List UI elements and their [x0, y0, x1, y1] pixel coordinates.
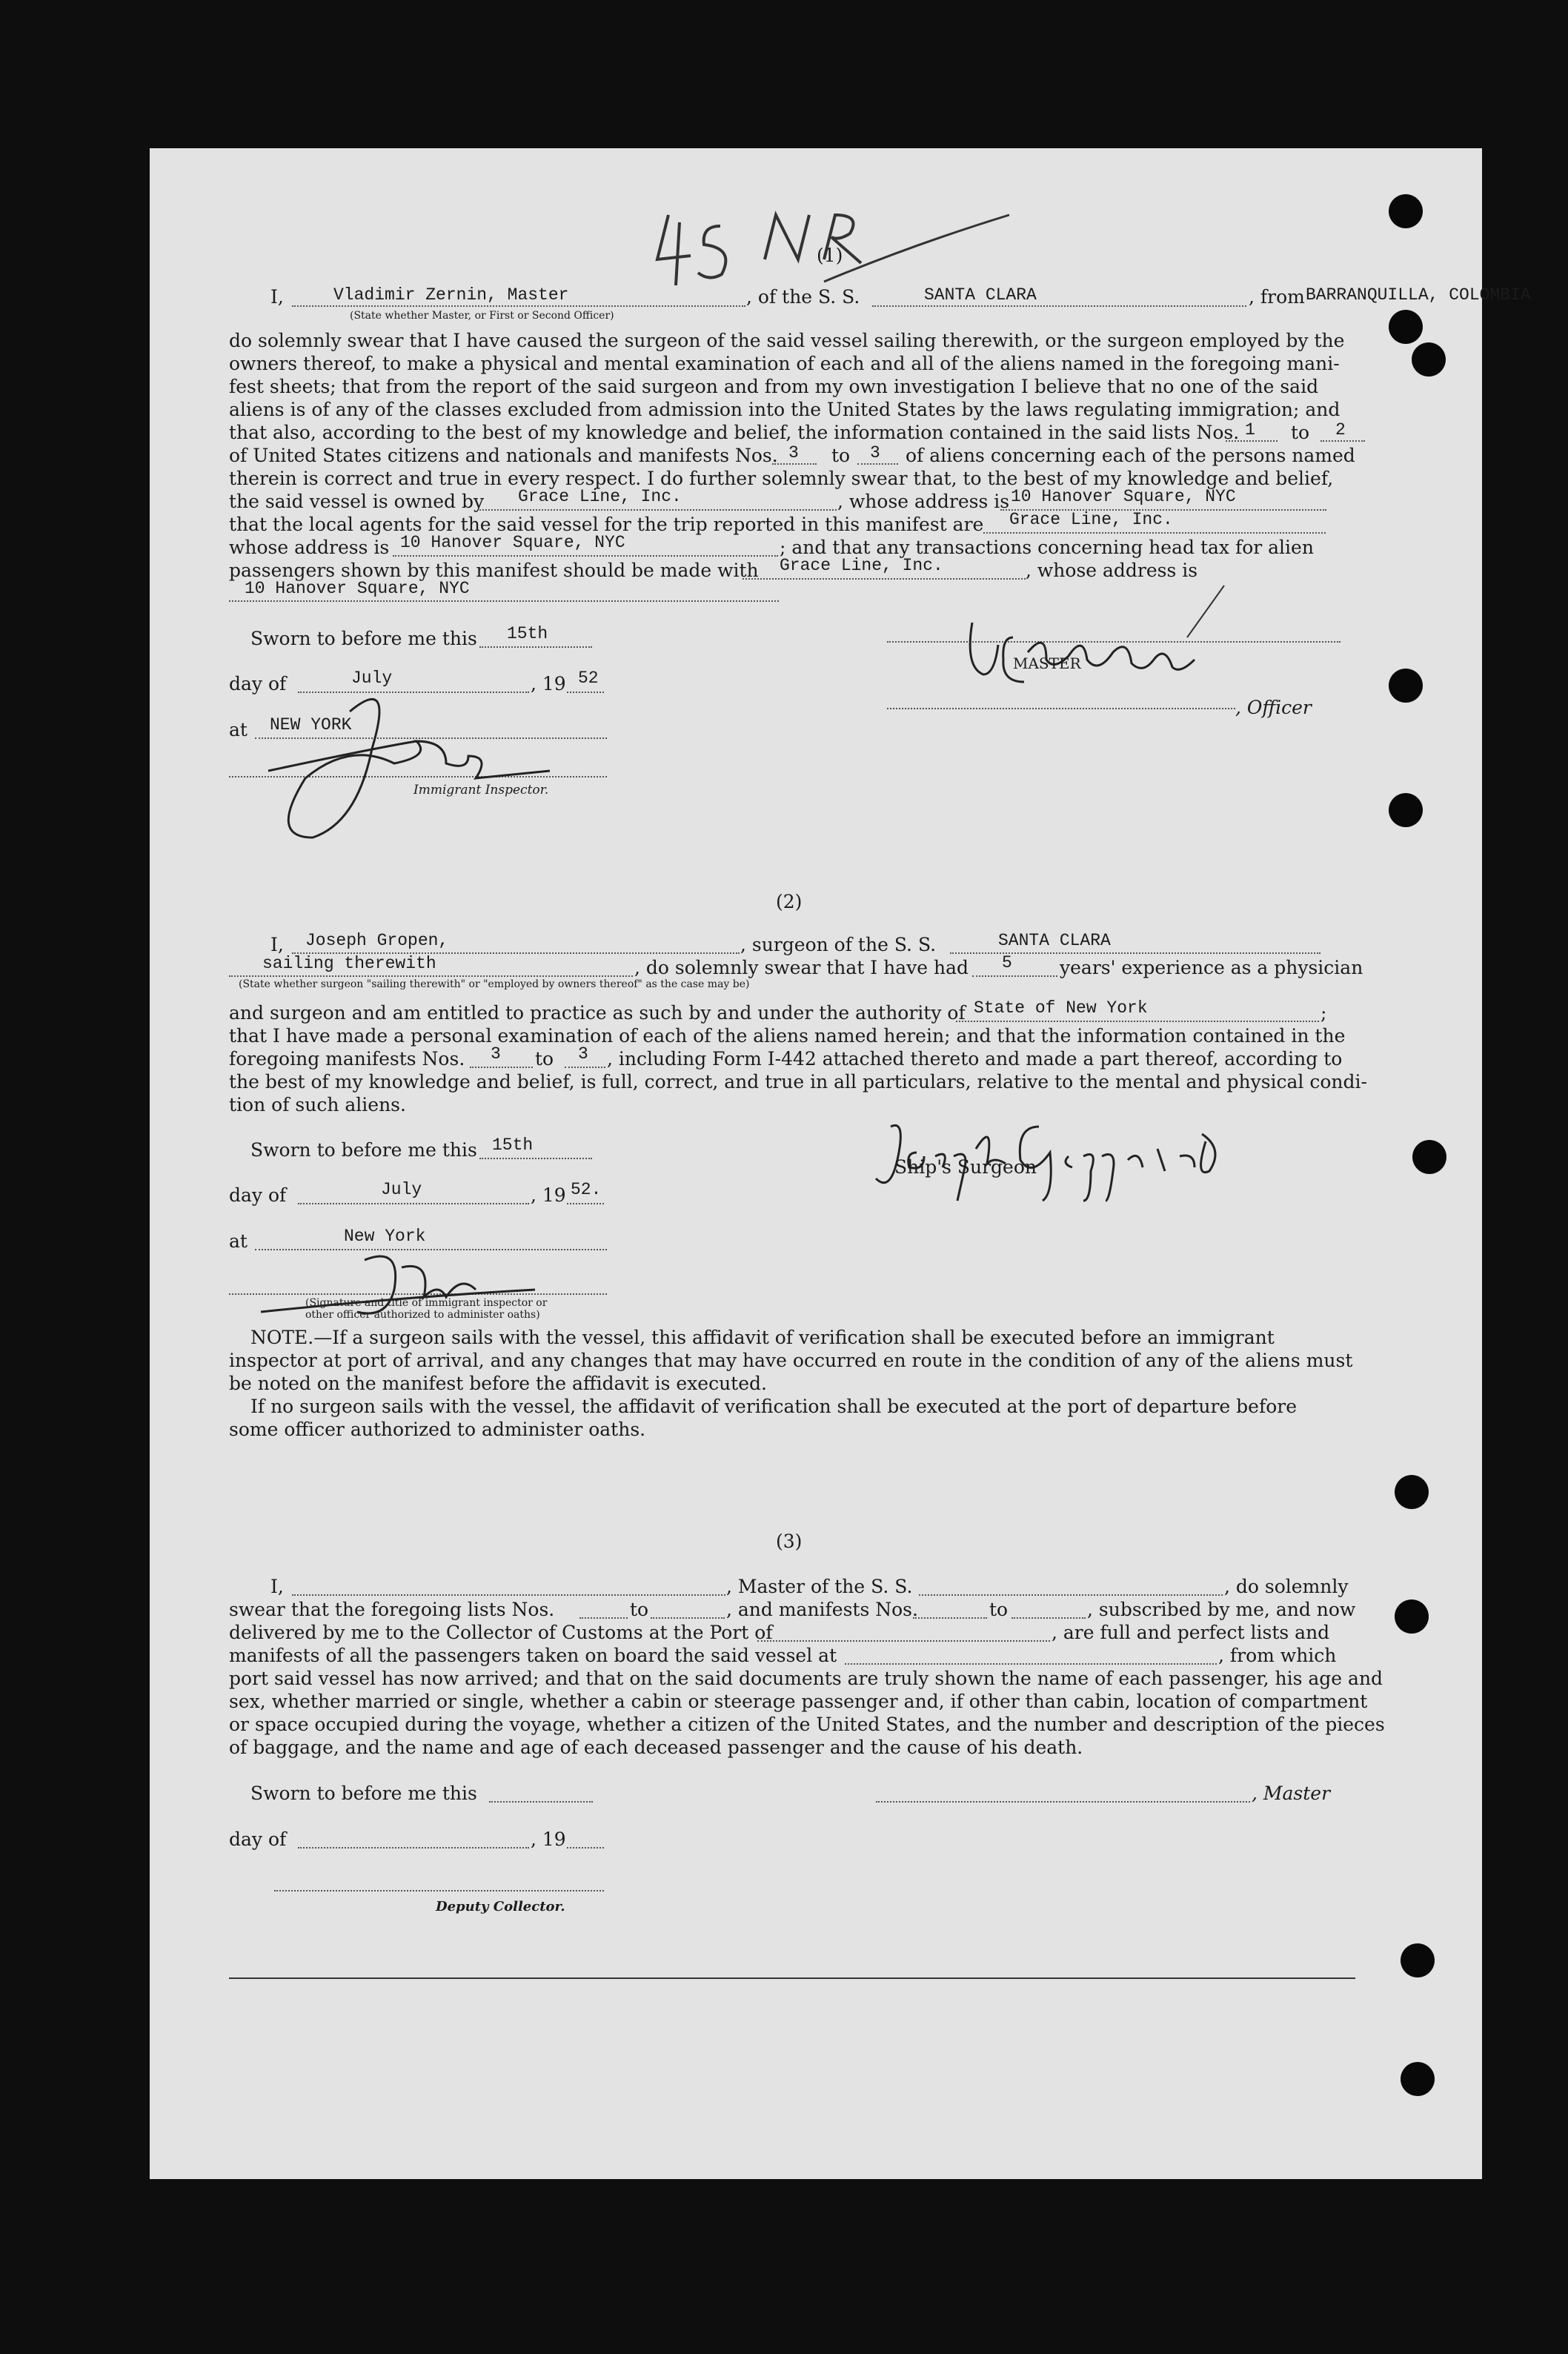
manifests-label: of United States citizens and nationals and manifests Nos.	[229, 445, 778, 466]
foregoing-to-word: to	[535, 1048, 554, 1070]
deputy-collector-label: Deputy Collector.	[436, 1899, 565, 1914]
binder-hole	[1412, 342, 1446, 377]
at-label-1: at	[229, 719, 248, 740]
affidavit-page	[150, 148, 1531, 2179]
note-line: some officer authorized to administer oaths.	[229, 1419, 646, 1440]
day-of-label-3: day of	[229, 1829, 287, 1850]
foregoing-from-field: 3	[491, 1044, 501, 1064]
sworn-label-1: Sworn to before me this	[250, 628, 477, 649]
inspector-signature	[224, 630, 639, 852]
years-tail: years' experience as a physician	[1060, 957, 1363, 978]
manifests-nos-label: , and manifests Nos.	[726, 1599, 918, 1620]
head-tax-party-field: Grace Line, Inc.	[780, 556, 943, 575]
binder-hole	[1395, 1599, 1429, 1634]
section2-body-line: tion of such aliens.	[229, 1094, 406, 1115]
section3-body-line: or space occupied during the voyage, whether a citizen of the United States, and the number and description of the pieces	[229, 1714, 1385, 1735]
head-tax-address-field: 10 Hanover Square, NYC	[245, 579, 470, 598]
binder-hole	[1389, 793, 1423, 827]
binder-hole	[1389, 310, 1423, 344]
foregoing-to-field: 3	[578, 1044, 588, 1064]
section3-body-line: port said vessel has now arrived; and that on the said documents are truly shown the name of each passenger, his age and	[229, 1668, 1383, 1689]
binder-hole	[1389, 194, 1423, 228]
year-field-2: 52.	[571, 1180, 602, 1199]
lists-nos-label: swear that the foregoing lists Nos.	[229, 1599, 555, 1620]
section2-body-line: the best of my knowledge and belief, is full, correct, and true in all particulars, relative to the mental and physical condi-	[229, 1071, 1367, 1093]
section1-body-line: do solemnly swear that I have caused the surgeon of the said vessel sailing therewith, or the surgeon employed by the	[229, 330, 1345, 351]
whose-address-label: , whose address is	[837, 491, 1010, 512]
sailing-state-note: (State whether surgeon "sailing therewith" or "employed by owners thereof" as the case may be)	[239, 978, 750, 990]
section1-number: (1)	[817, 245, 843, 266]
taken-on-board-label: manifests of all the passengers taken on board the said vessel at	[229, 1645, 837, 1666]
officer-label: , Officer	[1235, 697, 1312, 718]
lists-from-field: 1	[1245, 420, 1255, 440]
section3-number: (3)	[776, 1531, 803, 1552]
manifest-to-field: 3	[870, 443, 880, 462]
sworn-label-3: Sworn to before me this	[250, 1783, 477, 1804]
binder-hole	[1401, 1943, 1435, 1977]
owner-field: Grace Line, Inc.	[518, 487, 682, 506]
section1-body-line: aliens is of any of the classes excluded from admission into the United States by the laws regulating immigration; and	[229, 399, 1341, 420]
origin-port-field: BARRANQUILLA, COLOMBIA	[1306, 285, 1531, 305]
foregoing-tail: , including Form I-442 attached thereto and made a part thereof, according to	[607, 1048, 1343, 1070]
practice-label: and surgeon and am entitled to practice as such by and under the authority of	[229, 1002, 966, 1024]
collector-port-label: delivered by me to the Collector of Customs at the Port of	[229, 1622, 773, 1643]
head-tax-address-label: , whose address is	[1026, 560, 1198, 581]
master-state-note: (State whether Master, or First or Second Officer)	[350, 310, 614, 322]
sworn-day-field-1: 15th	[507, 624, 548, 643]
immigrant-inspector-label: Immigrant Inspector.	[413, 783, 549, 798]
lists-to-label: to	[630, 1599, 649, 1620]
section2-i: I,	[270, 934, 284, 955]
full-lists-label: , are full and perfect lists and	[1052, 1622, 1330, 1643]
agents-address-label: whose address is	[229, 537, 390, 558]
section1-body-line: owners thereof, to make a physical and mental examination of each and all of the aliens named in the foregoing mani-	[229, 353, 1340, 374]
binder-hole	[1401, 2062, 1435, 2096]
years-field: 5	[1002, 953, 1012, 972]
master-title-label: MASTER	[1013, 654, 1081, 672]
from-label: , from	[1249, 286, 1305, 308]
section1-body-line: therein is correct and true in every respect. I do further solemnly swear that, to the best of my knowledge and belief,	[229, 468, 1334, 489]
binder-hole	[1395, 1475, 1429, 1509]
lists-to-word: to	[1291, 422, 1310, 443]
at-label-2: at	[229, 1230, 248, 1252]
manifest-to-word: to	[831, 445, 851, 466]
subscribed-label: , subscribed by me, and now	[1087, 1599, 1356, 1620]
note-line: If no surgeon sails with the vessel, the affidavit of verification shall be executed at the port of departure before	[250, 1396, 1297, 1417]
day-of-label-1: day of	[229, 673, 287, 694]
section3-i: I,	[270, 1576, 284, 1597]
note-line: inspector at port of arrival, and any changes that may have occurred en route in the condition of any of the aliens must	[229, 1350, 1353, 1371]
day-of-label-2: day of	[229, 1184, 287, 1206]
section1-body-line: fest sheets; that from the report of the said surgeon and from my own investigation I believe that no one of the said	[229, 376, 1319, 397]
do-solemnly-label: , do solemnly	[1224, 1576, 1349, 1597]
owner-address-field: 10 Hanover Square, NYC	[1011, 487, 1236, 506]
of-the-ss-label: , of the S. S.	[746, 286, 860, 308]
oath-officer-note-2: other officer authorized to administer oaths)	[305, 1309, 540, 1321]
authority-field: State of New York	[974, 998, 1148, 1018]
year-prefix-1: , 19	[531, 673, 566, 694]
bottom-rule	[229, 1977, 1355, 1979]
sailing-status-field: sailing therewith	[262, 954, 436, 973]
sworn-day-field-2: 15th	[492, 1135, 534, 1155]
section2-body-line: that I have made a personal examination of each of the aliens named herein; and that the information contained in the	[229, 1025, 1346, 1047]
swear-label: , do solemnly swear that I have had	[634, 957, 969, 978]
agents-field: Grace Line, Inc.	[1009, 510, 1173, 529]
foregoing-label: foregoing manifests Nos.	[229, 1048, 465, 1070]
head-tax-party-label: passengers shown by this manifest should be made with	[229, 560, 759, 581]
practice-semicolon: ;	[1320, 1002, 1327, 1024]
owned-by-label: the said vessel is owned by	[229, 491, 485, 512]
sworn-label-2: Sworn to before me this	[250, 1139, 477, 1161]
vessel-name-field: SANTA CLARA	[924, 285, 1037, 305]
year-field-1: 52	[578, 669, 599, 688]
oath-officer-note-1: (Signature and title of immigrant inspector or	[305, 1297, 548, 1309]
note-line: NOTE.—If a surgeon sails with the vessel, this affidavit of verification shall be executed before an immigrant	[250, 1327, 1275, 1348]
master-name-field: Vladimir Zernin, Master	[333, 285, 569, 305]
surgeon-vessel-field: SANTA CLARA	[998, 931, 1111, 950]
section1-body-line: that also, according to the best of my knowledge and belief, the information contained in the said lists Nos.	[229, 422, 1240, 443]
master-signature	[957, 563, 1269, 712]
oath-officer-signature	[253, 1216, 639, 1327]
master-of-ss-label: , Master of the S. S.	[726, 1576, 913, 1597]
head-tax-label: ; and that any transactions concerning head tax for alien	[780, 537, 1314, 558]
lists-to-field: 2	[1335, 420, 1346, 440]
surgeon-name-field: Joseph Gropen,	[305, 931, 449, 950]
binder-hole	[1412, 1140, 1446, 1174]
manifests-tail: of aliens concerning each of the persons named	[906, 445, 1355, 466]
note-line: be noted on the manifest before the affidavit is executed.	[229, 1373, 767, 1394]
surgeon-of-label: , surgeon of the S. S.	[740, 934, 937, 955]
section2-number: (2)	[776, 891, 803, 912]
ships-surgeon-label: Ship's Surgeon	[894, 1156, 1037, 1178]
month-field-1: July	[351, 669, 393, 688]
agents-label: that the local agents for the said vessel for the trip reported in this manifest are	[229, 514, 984, 535]
master-label-3: , Master	[1252, 1783, 1331, 1804]
place-field-1: NEW YORK	[270, 715, 352, 735]
binder-hole	[1389, 669, 1423, 703]
section1-i: I,	[270, 286, 284, 308]
from-which-label: , from which	[1218, 1645, 1337, 1666]
year-prefix-2: , 19	[531, 1184, 566, 1206]
month-field-2: July	[381, 1180, 422, 1199]
manifests-to-label: to	[989, 1599, 1009, 1620]
place-field-2: New York	[344, 1227, 426, 1246]
section3-body-line: of baggage, and the name and age of each deceased passenger and the cause of his death.	[229, 1737, 1083, 1758]
manifest-from-field: 3	[788, 443, 799, 462]
agents-address-field: 10 Hanover Square, NYC	[400, 533, 625, 552]
year-prefix-3: , 19	[531, 1829, 566, 1850]
section3-body-line: sex, whether married or single, whether a cabin or steerage passenger and, if other than cabin, location of compartment	[229, 1691, 1368, 1712]
